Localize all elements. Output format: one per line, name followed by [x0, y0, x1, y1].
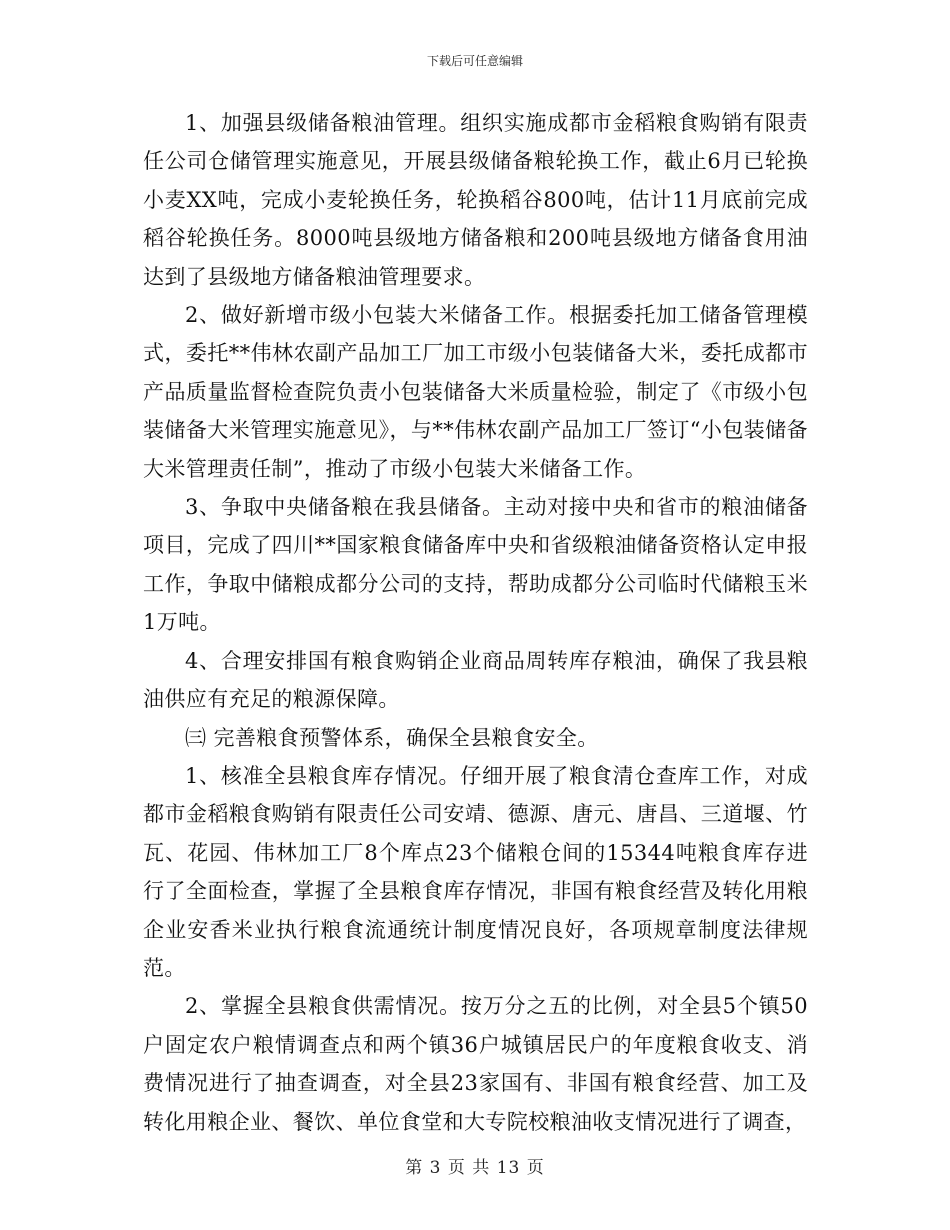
- section-heading: ㈢ 完善粮食预警体系，确保全县粮食安全。: [185, 725, 599, 750]
- page-footer: 第 3 页 共 13 页: [405, 1158, 545, 1178]
- paragraph-2: 2、做好新增市级小包装大米储备工作。根据委托加工储备管理模式，委托**伟林农副产品加工厂加工市级小包装储备大米，委托成都市产品质量监督检查院负责小包装储备大米质量检验，制定了《市级小包装储备大米管理实施意见》，与**伟林农副产品加工厂签订“小包装储备大米管理责任制”，推动了市级小包装大米储备工作。: [143, 303, 808, 481]
- paragraph-1: 1、加强县级储备粮油管理。组织实施成都市金稻粮食购销有限责任公司仓储管理实施意见，开展县级储备粮轮换工作，截止6月已轮换小麦XX吨，完成小麦轮换任务，轮换稻谷800吨，估计11月底前完成稻谷轮换任务。8000吨县级地方储备粮和200吨县级地方储备食用油达到了县级地方储备粮油管理要求。: [143, 111, 808, 289]
- document-body: [143, 104, 808, 1141]
- paragraph-6: 2、掌握全县粮食供需情况。按万分之五的比例，对全县5个镇50户固定农户粮情调查点和两个镇36户城镇居民户的年度粮食收支、消费情况进行了抽查调查，对全县23家国有、非国有粮食经营、加工及转化用粮企业、餐饮、单位食堂和大专院校粮油收支情况进行了调查，: [143, 994, 808, 1134]
- page-header-note: 下载后可任意编辑: [426, 54, 523, 68]
- paragraph-4: 4、合理安排国有粮食购销企业商品周转库存粮油，确保了我县粮油供应有充足的粮源保障。: [143, 648, 808, 712]
- paragraph-5: 1、核准全县粮食库存情况。仔细开展了粮食清仓查库工作，对成都市金稻粮食购销有限责任公司安靖、德源、唐元、唐昌、三道堰、竹瓦、花园、伟林加工厂8个库点23个储粮仓间的15344吨粮食库存进行了全面检查，掌握了全县粮食库存情况，非国有粮食经营及转化用粮企业安香米业执行粮食流通统计制度情况良好，各项规章制度法律规范。: [143, 763, 808, 980]
- paragraph-3: 3、争取中央储备粮在我县储备。主动对接中央和省市的粮油储备项目，完成了四川**国家粮食储备库中央和省级粮油储备资格认定申报工作，争取中储粮成都分公司的支持，帮助成都分公司临时代储粮玉米1万吨。: [143, 495, 808, 635]
